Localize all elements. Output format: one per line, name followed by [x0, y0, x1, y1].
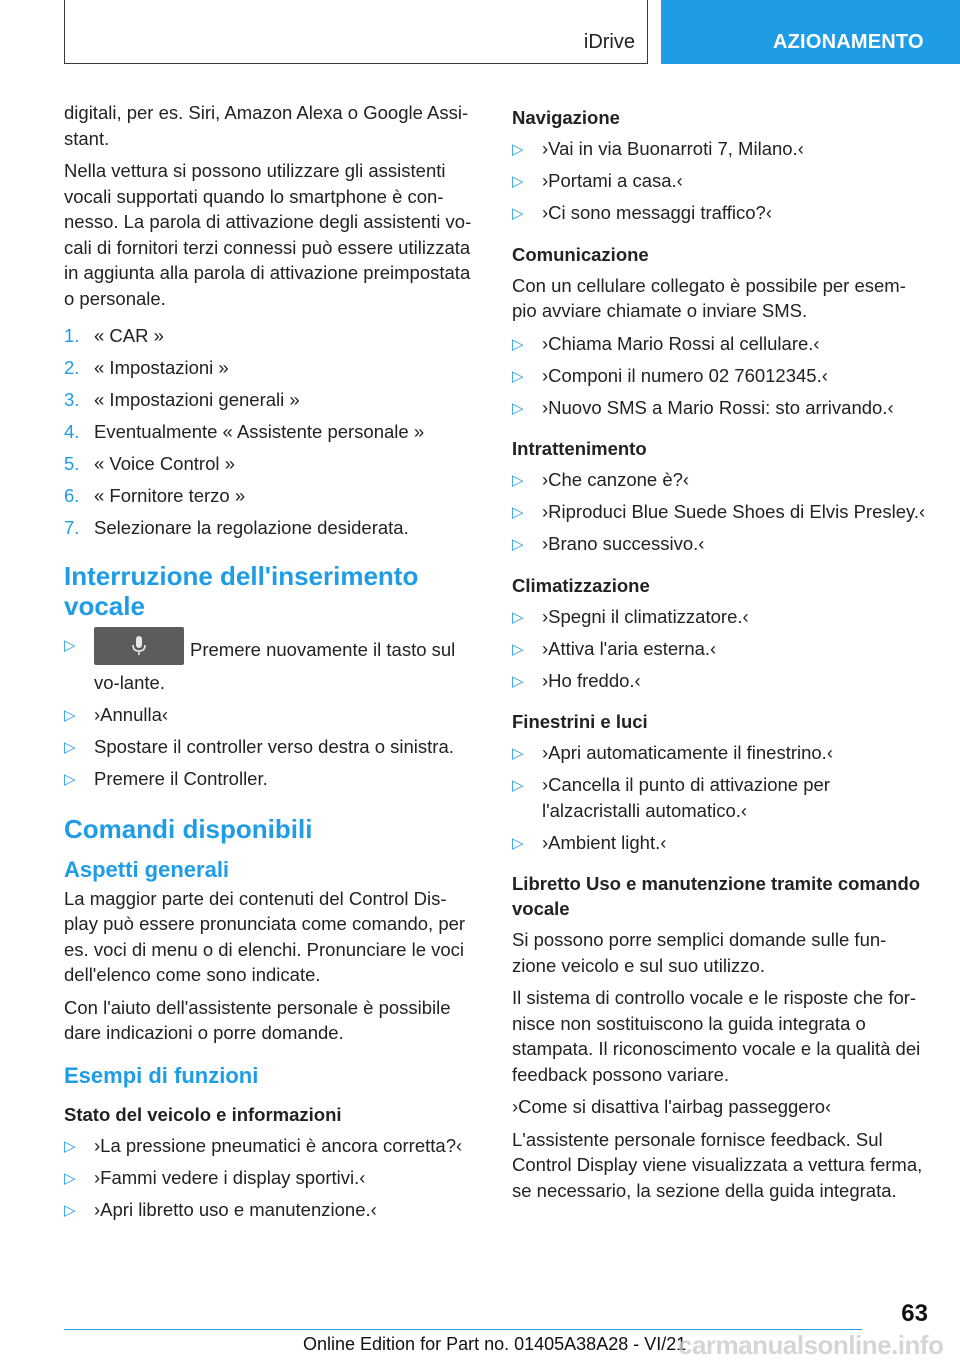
list-item: 6. « Fornitore terzo »: [64, 485, 246, 506]
list-item: ▷ ›Fammi vedere i display sportivi.‹: [64, 1165, 480, 1191]
list-item: ▷ ›Apri libretto uso e manutenzione.‹: [64, 1197, 480, 1223]
nav-list: [512, 136, 928, 226]
intro-paragraph-1: digitali, per es. Siri, Amazon Alexa o Google Assi-stant.: [64, 102, 469, 149]
list-item: ▷ ›Che canzone è?‹: [512, 467, 928, 493]
list-item: ▷ ›Riproduci Blue Suede Shoes di Elvis Presley.‹: [512, 499, 928, 525]
bullet-triangle-icon: ▷: [512, 672, 524, 690]
header-chapter: iDrive: [583, 31, 635, 53]
footer-edition: Online Edition for Part no. 01405A38A28 - VI/21: [303, 1334, 687, 1354]
header-chapter-box: [64, 0, 648, 64]
bullet-triangle-icon: ▷: [512, 504, 524, 521]
general-paragraph-2: Con l'aiuto dell'assistente personale è possibile dare indicazioni o porre domande.: [64, 996, 451, 1043]
bullet-triangle-icon: ▷: [64, 637, 76, 654]
list-item: 5. « Voice Control »: [64, 453, 235, 474]
list-item: ▷ ›Ambient light.‹: [512, 830, 928, 856]
list-item: ▷ ›Nuovo SMS a Mario Rossi: sto arrivando.‹: [512, 395, 928, 421]
bullet-triangle-icon: ▷: [512, 335, 524, 353]
win-list: [512, 740, 928, 855]
step-number: 5.: [64, 453, 80, 474]
step-number: 4.: [64, 421, 80, 442]
intro-paragraph-2: Nella vettura si possono utilizzare gli assistenti vocali supportati quando lo smartphone è con-nesso. La parola di attivazione degli assistenti vo-cali di fornitori terzi connessi può essere utilizzata in aggiunta alla parola di attivazione preimpostata o personale.: [64, 160, 472, 309]
comm-list: [512, 331, 928, 421]
page-number: 63: [901, 1300, 928, 1327]
general-paragraph-1: La maggior parte dei contenuti del Control Dis-play può essere pronunciata come comando, per es. voci di menu o di elenchi. Pronunciare le voci dell'elenco come sono indicate.: [64, 887, 466, 985]
ent-list: [512, 467, 928, 557]
win-heading: Finestrini e luci: [512, 711, 648, 732]
list-item: ▷ ›Ci sono messaggi traffico?‹: [512, 200, 928, 226]
general-heading: Aspetti generali: [64, 856, 230, 882]
examples-heading: Esempi di funzioni: [64, 1062, 259, 1088]
microphone-button-icon: [94, 627, 184, 665]
bullet-triangle-icon: ▷: [512, 205, 524, 222]
manual-paragraph-3: ›Come si disattiva l'airbag passeggero‹: [512, 1096, 832, 1117]
right-column: [512, 100, 928, 1210]
manual-paragraph-2: Il sistema di controllo vocale e le risposte che for-nisce non sostituiscono la guida integrata o stampata. Il riconoscimento vocale e la qualità dei feedback possono variare.: [512, 987, 921, 1085]
list-item: ▷ ›La pressione pneumatici è ancora corretta?‹: [64, 1133, 480, 1159]
ent-heading: Intrattenimento: [512, 438, 647, 459]
list-item: ▷ ›Ho freddo.‹: [512, 668, 928, 694]
interrupt-list: [64, 632, 480, 792]
bullet-triangle-icon: ▷: [512, 834, 524, 852]
list-item: ▷ Premere il Controller.: [64, 766, 480, 792]
left-column: [64, 100, 480, 1229]
header-section-tab: AZIONAMENTO: [661, 0, 960, 64]
step-number: 2.: [64, 357, 80, 378]
list-item: 4. Eventualmente « Assistente personale »: [64, 421, 425, 442]
bullet-triangle-icon: ▷: [512, 536, 524, 553]
bullet-triangle-icon: ▷: [512, 777, 524, 794]
bullet-triangle-icon: ▷: [512, 141, 524, 158]
comm-paragraph: Con un cellulare collegato è possibile per esem-pio avviare chiamate o inviare SMS.: [512, 274, 906, 321]
list-item: ▷ Spostare il controller verso destra o sinistra.: [64, 734, 480, 760]
list-item: 1. « CAR »: [64, 325, 164, 346]
list-item: 2. « Impostazioni »: [64, 357, 229, 378]
vehicle-list: [64, 1133, 480, 1223]
step-number: 6.: [64, 485, 80, 506]
list-item: ▷ ›Chiama Mario Rossi al cellulare.‹: [512, 331, 928, 357]
microphone-icon: [131, 636, 147, 656]
bullet-triangle-icon: ▷: [512, 173, 524, 190]
bullet-triangle-icon: ▷: [512, 472, 524, 489]
list-item: 3. « Impostazioni generali »: [64, 389, 300, 410]
list-item: ▷ ›Vai in via Buonarroti 7, Milano.‹: [512, 136, 928, 162]
bullet-triangle-icon: ▷: [64, 1201, 76, 1219]
list-item: ▷ ›Cancella il punto di attivazione per l'alzacristalli automatico.‹: [512, 774, 830, 821]
bullet-triangle-icon: ▷: [512, 399, 524, 417]
list-item: ▷ ›Brano successivo.‹: [512, 531, 928, 557]
list-item: ▷ Premere nuovamente il tasto sul vo-lante.: [64, 632, 480, 696]
nav-heading: Navigazione: [512, 107, 620, 128]
watermark-logo: carmanualsonline.info: [678, 1330, 944, 1360]
manual-paragraph-4: L'assistente personale fornisce feedback. Sul Control Display viene visualizzata a vettura ferma, se necessario, la sezione della guida integrata.: [512, 1128, 923, 1201]
step-number: 1.: [64, 325, 80, 346]
bullet-triangle-icon: ▷: [64, 739, 76, 756]
bullet-triangle-icon: ▷: [512, 608, 524, 626]
list-item: 7. Selezionare la regolazione desiderata.: [64, 517, 409, 538]
clim-heading: Climatizzazione: [512, 574, 650, 596]
list-item: ▷ ›Attiva l'aria esterna.‹: [512, 636, 928, 662]
list-item: ▷ ›Annulla‹: [64, 702, 480, 728]
vehicle-heading: Stato del veicolo e informazioni: [64, 1103, 342, 1125]
step-number: 3.: [64, 389, 80, 410]
list-item: ▷ ›Componi il numero 02 76012345.‹: [512, 363, 928, 389]
list-item: ▷ ›Portami a casa.‹: [512, 168, 928, 194]
comm-heading: Comunicazione: [512, 243, 649, 265]
clim-list: [512, 604, 928, 694]
list-item: ▷ ›Spegni il climatizzatore.‹: [512, 604, 928, 630]
bullet-triangle-icon: ▷: [64, 707, 76, 724]
commands-heading: Comandi disponibili: [64, 813, 313, 844]
bullet-triangle-icon: ▷: [64, 1169, 76, 1187]
list-item: ▷ ›Apri automaticamente il finestrino.‹: [512, 740, 928, 766]
bullet-triangle-icon: ▷: [512, 640, 524, 658]
interrupt-heading: Interruzione dell'inserimento vocale: [64, 561, 419, 621]
bullet-triangle-icon: ▷: [512, 367, 524, 385]
manual-heading: Libretto Uso e manutenzione tramite comando vocale: [512, 873, 921, 919]
step-number: 7.: [64, 517, 80, 538]
bullet-triangle-icon: ▷: [64, 771, 76, 788]
bullet-triangle-icon: ▷: [512, 745, 524, 762]
steps-list: [64, 323, 480, 547]
manual-paragraph-1: Si possono porre semplici domande sulle fun-zione veicolo e sul suo utilizzo.: [512, 929, 887, 976]
bullet-triangle-icon: ▷: [64, 1137, 76, 1155]
